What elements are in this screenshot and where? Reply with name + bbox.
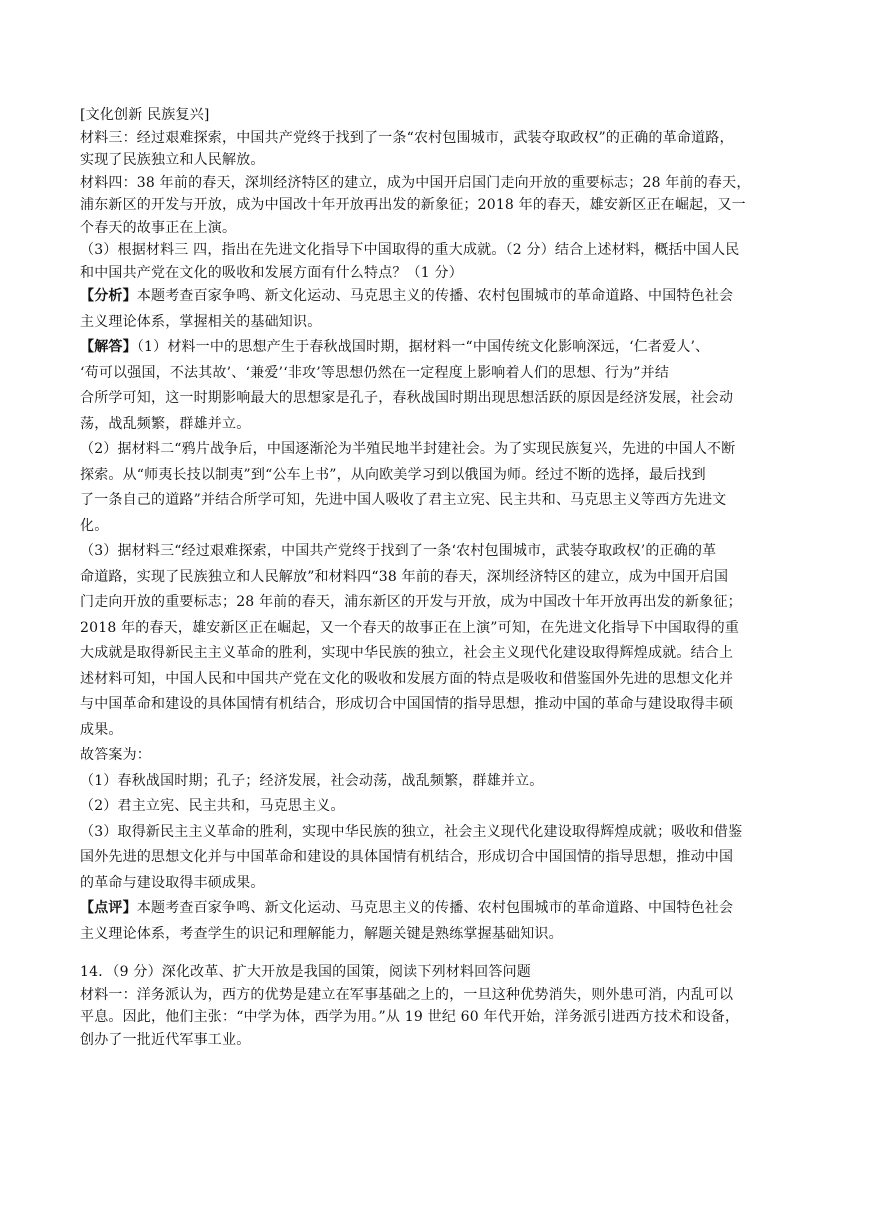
text-line: 浦东新区的开发与开放，成为中国改十年开放再出发的新象征；2018 年的春天，雄安新区正在崛起，又一 [80,197,746,213]
text-line: 合所学可知，这一时期影响最大的思想家是孔子，春秋战国时期出现思想活跃的原因是经济发展，社会动 [80,390,734,406]
question-text: （3）根据材料三 四，指出在先进文化指导下中国取得的重大成就。（2 分）结合上述材料，概括中国人民 [80,242,740,258]
analysis-line [80,284,795,310]
text-line: 命道路，实现了民族独立和人民解放”和材料四“38 年前的春天，深圳经济特区的建立，成为中国开启国 [80,568,729,585]
text-line: 个春天的故事正在上演。 [80,219,237,236]
text-line: 创办了一批近代军事工业。 [80,1031,251,1048]
question-heading: 14．（9 分）深化改革、扩大开放是我国的国策，阅读下列材料回答问题 [80,964,531,980]
comment-text: 本题考查百家争鸣、新文化运动、马克思主义的传播、农村包围城市的革命道路、中国特色社会 [136,900,734,916]
text-line: 述材料可知，中国人民和中国共产党在文化的吸收和发展方面的特点是吸收和借鉴国外先进的思想文化并 [80,670,734,687]
comment-line [80,896,795,922]
text-line: 主义理论体系，掌握相关的基础知识。 [80,313,322,330]
answer-tag: 【解答】 [80,339,137,355]
materials-block [80,104,795,284]
answer-line [80,335,795,361]
text-line: （2）据材料二“鸦片战争后，中国逐渐沦为半殖民地半封建社会。为了实现民族复兴，先进的中国人不断 [80,441,736,457]
text-line: 材料一：洋务派认为，西方的优势是建立在军事基础之上的，一旦这种优势消失，则外患可消，内乱可以 [80,986,734,1003]
analysis-and-answer [80,284,795,947]
text-line: （1）春秋战国时期；孔子；经济发展，社会动荡，战乱频繁，群雄并立。 [80,772,544,789]
analysis-tag: 【分析】 [80,288,137,304]
text-line: 故答案为： [80,747,151,763]
text-line: 了一条自己的道路”并结合所学可知，先进中国人吸收了君主立宪、民主共和、马克思主义等西方先进文 [80,492,727,508]
text-line: 国外先进的思想文化并与中国革命和建设的具体国情有机结合，形成切合中国国情的指导思想，推动中国 [80,849,734,865]
text-line: 的革命与建设取得丰硕成果。 [80,874,265,891]
analysis-text: 本题考查百家争鸣、新文化运动、马克思主义的传播、农村包围城市的革命道路、中国特色社会 [136,288,734,304]
text-line: （3）取得新民主主义革命的胜利，实现中华民族的独立，社会主义现代化建设取得辉煌成就；吸收和借鉴 [80,823,743,840]
question-14-block [80,961,795,1051]
question-text: 和中国共产党在文化的吸收和发展方面有什么特点？（1 分） [80,264,463,281]
text-line: （3）据材料三“经过艰难探索，中国共产党终于找到了一条‘农村包围城市，武装夺取政权’的正确的革 [80,543,717,559]
comment-tag: 【点评】 [80,900,137,916]
section-heading: [文化创新 民族复兴] [80,107,210,123]
answer-text: （1）材料一中的思想产生于春秋战国时期，据材料一“中国传统文化影响深远，‘仁者爱人’、 [136,339,710,355]
text-line: 大成就是取得新民主主义革命的胜利，实现中华民族的独立，社会主义现代化建设取得辉煌成就。结合上 [80,645,734,661]
text-line: 门走向开放的重要标志；28 年前的春天，浦东新区的开发与开放，成为中国改十年开放再出发的新象征； [80,594,742,610]
text-line: （2）君主立宪、民主共和，马克思主义。 [80,798,345,814]
text-line: 实现了民族独立和人民解放。 [80,152,265,168]
spacer [80,947,795,961]
text-line: ‘苟可以强国，不法其故’、‘兼爱’‘非攻’等思想仍然在一定程度上影响着人们的思想、行为”并结 [80,364,670,381]
document-page [80,104,795,1051]
text-line: 材料三：经过艰难探索，中国共产党终于找到了一条“农村包围城市，武装夺取政权”的正确的革命道路， [80,129,734,146]
text-line: 主义理论体系，考查学生的识记和理解能力，解题关键是熟练掌握基础知识。 [80,925,563,942]
text-line: 成果。 [80,721,123,738]
text-line: 化。 [80,517,109,534]
text-line: 探索。从“师夷长技以制夷”到“公车上书”，从向欧美学习到以俄国为师。经过不断的选择，最后找到 [80,466,706,483]
text-line: 2018 年的春天，雄安新区正在崛起，又一个春天的故事正在上演”可知，在先进文化指导下中国取得的重 [80,619,740,636]
text-line: 平息。因此，他们主张：“中学为体，西学为用。”从 19 世纪 60 年代开始，洋务派引进西方技术和设备， [80,1009,740,1025]
text-line: 与中国革命和建设的具体国情有机结合，形成切合中国国情的指导思想，推动中国的革命与建设取得丰硕 [80,696,734,712]
text-line: 荡，战乱频繁，群雄并立。 [80,415,251,432]
text-line: 材料四：38 年前的春天，深圳经济特区的建立，成为中国开启国门走向开放的重要标志；28 年前的春天， [80,174,751,191]
